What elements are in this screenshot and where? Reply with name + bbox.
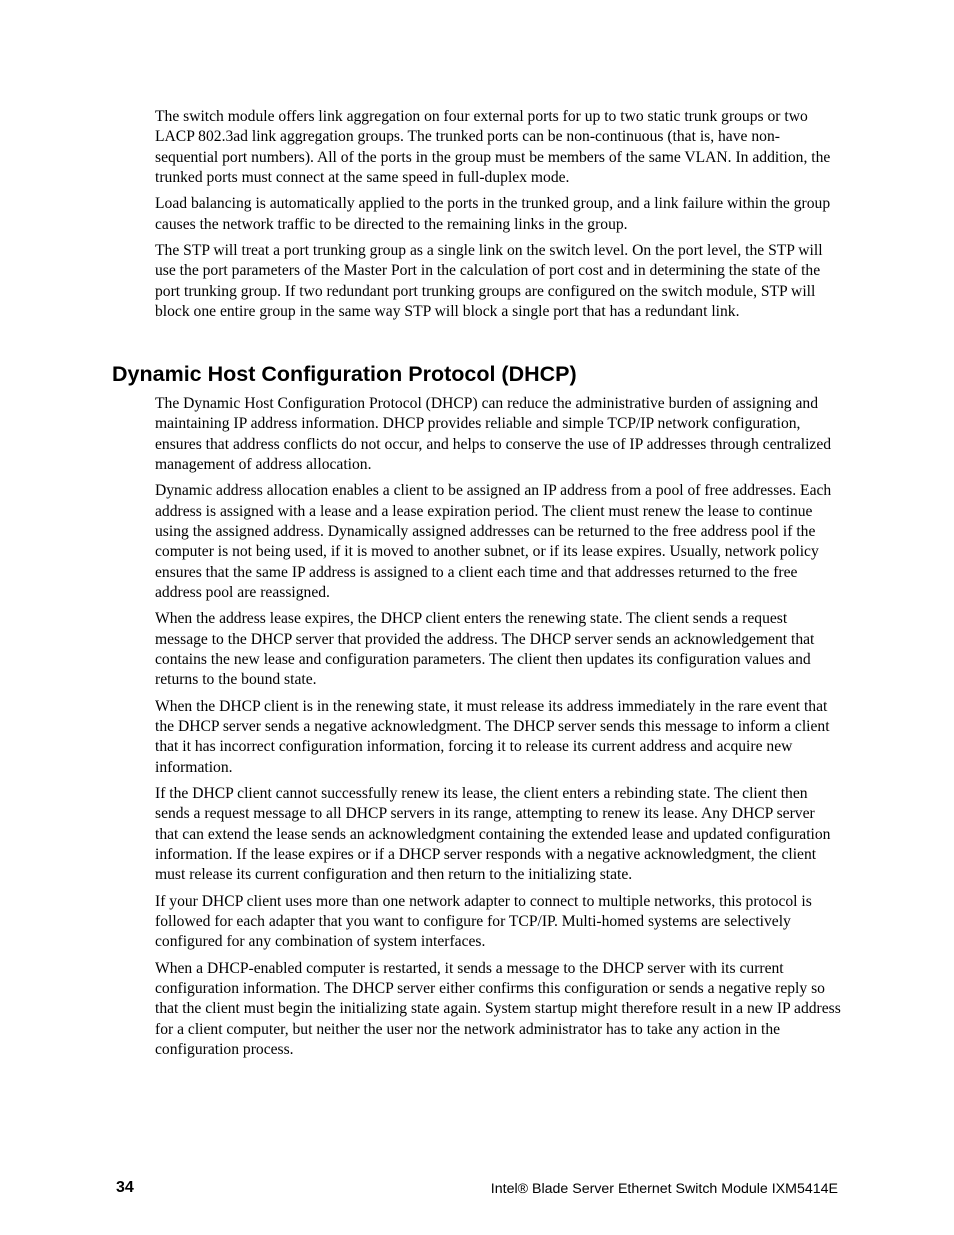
section-heading-dhcp: Dynamic Host Configuration Protocol (DHCP) (112, 362, 577, 386)
dhcp-paragraph-renewing-state: When the DHCP client is in the renewing state, it must release its address immediately in the rare event that the DHCP server sends a negative acknowledgment. The DHCP server sends this message to inform a client that it has incorrect configuration information, forcing it to release its current address and acquire new information. (155, 697, 830, 776)
dhcp-paragraph-lease-expires: When the address lease expires, the DHCP client enters the renewing state. The client sends a request message to the DHCP server that provided the address. The DHCP server sends an acknowledgement that contains the new lease and configuration parameters. The client then updates its configuration values and returns to the bound state. (155, 610, 815, 689)
page-number: 34 (116, 1179, 134, 1196)
intro-paragraph-stp: The STP will treat a port trunking group as a single link on the switch level. On the port level, the STP will use the port parameters of the Master Port in the calculation of port cost and in determining the state of the port trunking group. If two redundant port trunking groups are configured on the switch module, STP will block one entire group in the same way STP will block a single port that has a redundant link. (155, 242, 823, 321)
dhcp-paragraph-dynamic-allocation: Dynamic address allocation enables a client to be assigned an IP address from a pool of free addresses. Each address is assigned with a lease and a lease expiration period. The client must renew the lease to continue using the assigned address. Dynamically assigned addresses can be returned to the free address pool if the computer is not being used, if it is moved to another subnet, or if its lease expires. Usually, network policy ensures that the same IP address is assigned to a client each time and that addresses returned to the free address pool are reassigned. (155, 482, 832, 601)
intro-text-block (155, 107, 841, 329)
dhcp-paragraph-overview: The Dynamic Host Configuration Protocol (DHCP) can reduce the administrative burden of assigning and maintaining IP address information. DHCP provides reliable and simple TCP/IP network configuration, ensures that address conflicts do not occur, and helps to conserve the use of IP addresses through centralized management of address allocation. (155, 395, 832, 473)
dhcp-paragraph-restart: When a DHCP-enabled computer is restarted, it sends a message to the DHCP server with its current configuration information. The DHCP server either confirms this configuration or sends a negative reply so that the client must begin the initializing state again. System startup might therefore result in a new IP address for a client computer, but neither the user nor the network administrator has to take any action in the configuration process. (155, 959, 841, 1059)
dhcp-paragraph-rebinding-state: If the DHCP client cannot successfully renew its lease, the client enters a rebinding state. The client then sends a request message to all DHCP servers in its range, attempting to renew its lease. Any DHCP server that can extend the lease sends an acknowledgment containing the extended lease and updated configuration information. If the lease expires or if a DHCP server responds with a negative acknowledgment, the client must release its current configuration and then return to the initializing state. (155, 785, 831, 884)
dhcp-paragraph-multi-homed: If your DHCP client uses more than one network adapter to connect to multiple networks, this protocol is followed for each adapter that you want to configure for TCP/IP. Multi-homed systems are selectively configured for any combination of system interfaces. (155, 892, 812, 951)
intro-paragraph-load-balancing: Load balancing is automatically applied to the ports in the trunked group, and a link failure within the group causes the network traffic to be directed to the remaining links in the group. (155, 195, 831, 233)
dhcp-section-body (155, 394, 841, 1067)
intro-paragraph-link-aggregation: The switch module offers link aggregation on four external ports for up to two static trunk groups or two LACP 802.3ad link aggregation groups. The trunked ports can be non-continuous (that is, have non-sequential port numbers). All of the ports in the group must be members of the same VLAN. In addition, the trunked ports must connect at the same speed in full-duplex mode. (155, 108, 831, 186)
footer-document-title: Intel® Blade Server Ethernet Switch Module IXM5414E (490, 1181, 838, 1197)
